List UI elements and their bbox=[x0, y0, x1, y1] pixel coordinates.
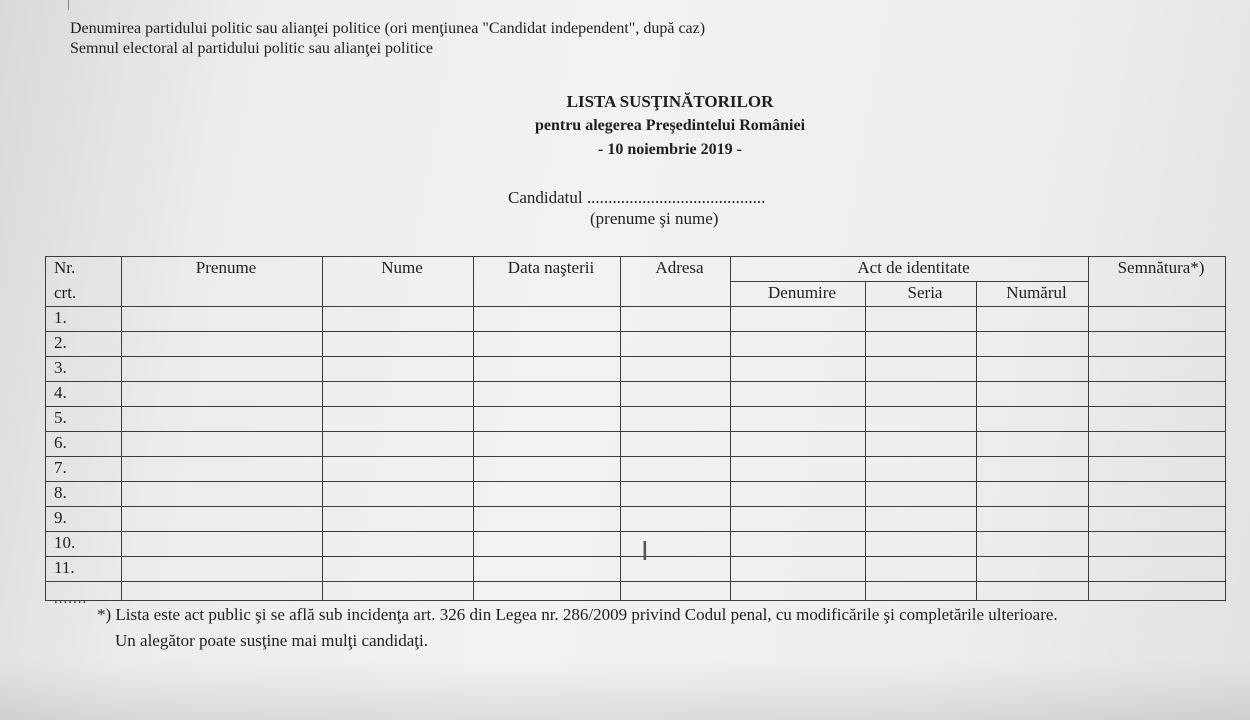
empty-cell bbox=[1089, 357, 1226, 382]
empty-cell bbox=[122, 582, 323, 601]
empty-cell bbox=[474, 482, 621, 507]
empty-cell bbox=[731, 532, 866, 557]
row-number: 1. bbox=[46, 307, 122, 332]
row-number: 5. bbox=[46, 407, 122, 432]
header-blank bbox=[621, 282, 731, 307]
empty-cell bbox=[1089, 307, 1226, 332]
empty-cell bbox=[977, 582, 1089, 601]
header-blank bbox=[1089, 282, 1226, 307]
empty-cell bbox=[977, 482, 1089, 507]
empty-cell bbox=[621, 532, 731, 557]
empty-cell bbox=[977, 432, 1089, 457]
empty-cell bbox=[122, 432, 323, 457]
party-name-line: Denumirea partidului politic sau alianţei politice (ori menţiunea "Candidat independent", după caz) bbox=[70, 20, 706, 37]
title-line-2: pentru alegerea Preşedintelui României bbox=[534, 117, 806, 134]
empty-cell bbox=[1089, 557, 1226, 582]
header-denumire: Denumire bbox=[731, 282, 866, 307]
empty-cell bbox=[621, 307, 731, 332]
empty-cell bbox=[1089, 407, 1226, 432]
header-data-nasterii: Data naşterii bbox=[474, 257, 621, 282]
empty-cell bbox=[621, 582, 731, 601]
empty-cell bbox=[731, 307, 866, 332]
table-row bbox=[46, 407, 1226, 432]
row-number: 4. bbox=[46, 382, 122, 407]
empty-cell bbox=[474, 532, 621, 557]
header-blank bbox=[474, 282, 621, 307]
empty-cell bbox=[323, 457, 474, 482]
paper-edge-mark bbox=[68, 0, 69, 10]
table-subheader-row bbox=[46, 282, 1226, 307]
empty-cell bbox=[1089, 432, 1226, 457]
row-number: 9. bbox=[46, 507, 122, 532]
title-date: - 10 noiembrie 2019 - bbox=[598, 141, 742, 158]
empty-cell bbox=[122, 357, 323, 382]
empty-cell bbox=[1089, 457, 1226, 482]
header-numarul: Numărul bbox=[977, 282, 1089, 307]
empty-cell bbox=[731, 507, 866, 532]
row-number: 6. bbox=[46, 432, 122, 457]
table-row bbox=[46, 532, 1226, 557]
empty-cell bbox=[621, 457, 731, 482]
empty-cell bbox=[621, 382, 731, 407]
empty-cell bbox=[866, 482, 977, 507]
empty-cell bbox=[323, 582, 474, 601]
empty-cell bbox=[122, 382, 323, 407]
empty-cell bbox=[1089, 507, 1226, 532]
header-crt: crt. bbox=[46, 282, 122, 307]
empty-cell bbox=[977, 382, 1089, 407]
empty-cell bbox=[977, 557, 1089, 582]
header-prenume: Prenume bbox=[122, 257, 323, 282]
empty-cell bbox=[977, 357, 1089, 382]
empty-cell bbox=[866, 307, 977, 332]
empty-cell bbox=[866, 507, 977, 532]
empty-cell bbox=[1089, 582, 1226, 601]
empty-cell bbox=[323, 307, 474, 332]
empty-cell bbox=[621, 482, 731, 507]
footnote bbox=[97, 602, 1058, 654]
empty-cell bbox=[866, 582, 977, 601]
row-number: 2. bbox=[46, 332, 122, 357]
empty-cell bbox=[1089, 332, 1226, 357]
empty-cell bbox=[323, 432, 474, 457]
empty-cell bbox=[474, 582, 621, 601]
empty-cell bbox=[474, 332, 621, 357]
header-nr: Nr. bbox=[46, 257, 122, 282]
empty-cell bbox=[977, 407, 1089, 432]
table-row bbox=[46, 382, 1226, 407]
electoral-sign-line: Semnul electoral al partidului politic sau alianţei politice bbox=[70, 40, 433, 57]
empty-cell bbox=[866, 332, 977, 357]
row-number: 8. bbox=[46, 482, 122, 507]
table-header-row bbox=[46, 257, 1226, 282]
empty-cell bbox=[474, 457, 621, 482]
empty-cell bbox=[323, 532, 474, 557]
header-adresa: Adresa bbox=[621, 257, 731, 282]
supporters-table bbox=[45, 256, 1226, 601]
table-row bbox=[46, 357, 1226, 382]
empty-cell bbox=[866, 407, 977, 432]
header-act-identitate: Act de identitate bbox=[731, 257, 1089, 282]
empty-cell bbox=[323, 482, 474, 507]
empty-cell bbox=[323, 357, 474, 382]
table-row bbox=[46, 457, 1226, 482]
footnote-line-1: *) Lista este act public şi se află sub incidenţa art. 326 din Legea nr. 286/2009 privind Codul penal, cu modificările şi completările ulterioare. bbox=[97, 605, 1058, 624]
empty-cell bbox=[731, 457, 866, 482]
continuation-dots: ....... bbox=[54, 591, 88, 607]
empty-cell bbox=[866, 382, 977, 407]
empty-cell bbox=[474, 307, 621, 332]
candidate-field: Candidatul .......................................... bbox=[508, 188, 766, 207]
empty-cell bbox=[621, 407, 731, 432]
candidate-hint: (prenume şi nume) bbox=[590, 209, 719, 228]
empty-cell bbox=[731, 382, 866, 407]
header-seria: Seria bbox=[866, 282, 977, 307]
empty-cell bbox=[977, 307, 1089, 332]
footnote-line-2: Un alegător poate susţine mai mulţi candidaţi. bbox=[115, 631, 428, 650]
empty-cell bbox=[1089, 532, 1226, 557]
table-row bbox=[46, 582, 1226, 601]
empty-cell bbox=[731, 432, 866, 457]
empty-cell bbox=[731, 557, 866, 582]
row-number: 11. bbox=[46, 557, 122, 582]
empty-cell bbox=[866, 532, 977, 557]
empty-cell bbox=[731, 407, 866, 432]
empty-cell bbox=[122, 457, 323, 482]
empty-cell bbox=[731, 482, 866, 507]
empty-cell bbox=[977, 507, 1089, 532]
empty-cell bbox=[866, 457, 977, 482]
empty-cell bbox=[323, 557, 474, 582]
empty-cell bbox=[122, 557, 323, 582]
table-row bbox=[46, 332, 1226, 357]
empty-cell bbox=[731, 582, 866, 601]
empty-cell bbox=[474, 407, 621, 432]
empty-cell bbox=[323, 507, 474, 532]
empty-cell bbox=[122, 332, 323, 357]
empty-cell bbox=[122, 407, 323, 432]
empty-cell bbox=[474, 557, 621, 582]
header-blank bbox=[323, 282, 474, 307]
header-blank bbox=[122, 282, 323, 307]
empty-cell bbox=[474, 382, 621, 407]
empty-cell bbox=[474, 432, 621, 457]
empty-cell bbox=[323, 332, 474, 357]
empty-cell bbox=[323, 407, 474, 432]
header-nume: Nume bbox=[323, 257, 474, 282]
title-line-1: LISTA SUSŢINĂTORILOR bbox=[566, 92, 774, 111]
empty-cell bbox=[122, 532, 323, 557]
row-number: 7. bbox=[46, 457, 122, 482]
empty-cell bbox=[866, 432, 977, 457]
empty-cell bbox=[621, 507, 731, 532]
empty-cell bbox=[977, 332, 1089, 357]
empty-cell bbox=[621, 557, 731, 582]
empty-cell bbox=[122, 307, 323, 332]
table-row bbox=[46, 432, 1226, 457]
page-shadow bbox=[0, 660, 1250, 720]
empty-cell bbox=[621, 432, 731, 457]
empty-cell bbox=[1089, 482, 1226, 507]
document-title bbox=[0, 90, 1250, 162]
empty-cell bbox=[731, 357, 866, 382]
empty-cell bbox=[977, 532, 1089, 557]
empty-cell bbox=[122, 507, 323, 532]
row-number: 10. bbox=[46, 532, 122, 557]
table-row bbox=[46, 482, 1226, 507]
table-body bbox=[46, 307, 1226, 601]
empty-cell bbox=[323, 382, 474, 407]
row-number: 3. bbox=[46, 357, 122, 382]
empty-cell bbox=[866, 357, 977, 382]
table-row bbox=[46, 507, 1226, 532]
header-semnatura: Semnătura*) bbox=[1089, 257, 1226, 282]
empty-cell bbox=[621, 332, 731, 357]
empty-cell bbox=[731, 332, 866, 357]
table-row bbox=[46, 307, 1226, 332]
text-cursor-icon: I bbox=[641, 537, 649, 567]
empty-cell bbox=[474, 507, 621, 532]
empty-cell bbox=[866, 557, 977, 582]
empty-cell bbox=[474, 357, 621, 382]
empty-cell bbox=[621, 357, 731, 382]
table-row bbox=[46, 557, 1226, 582]
empty-cell bbox=[122, 482, 323, 507]
party-header bbox=[70, 19, 705, 59]
empty-cell bbox=[1089, 382, 1226, 407]
empty-cell bbox=[977, 457, 1089, 482]
